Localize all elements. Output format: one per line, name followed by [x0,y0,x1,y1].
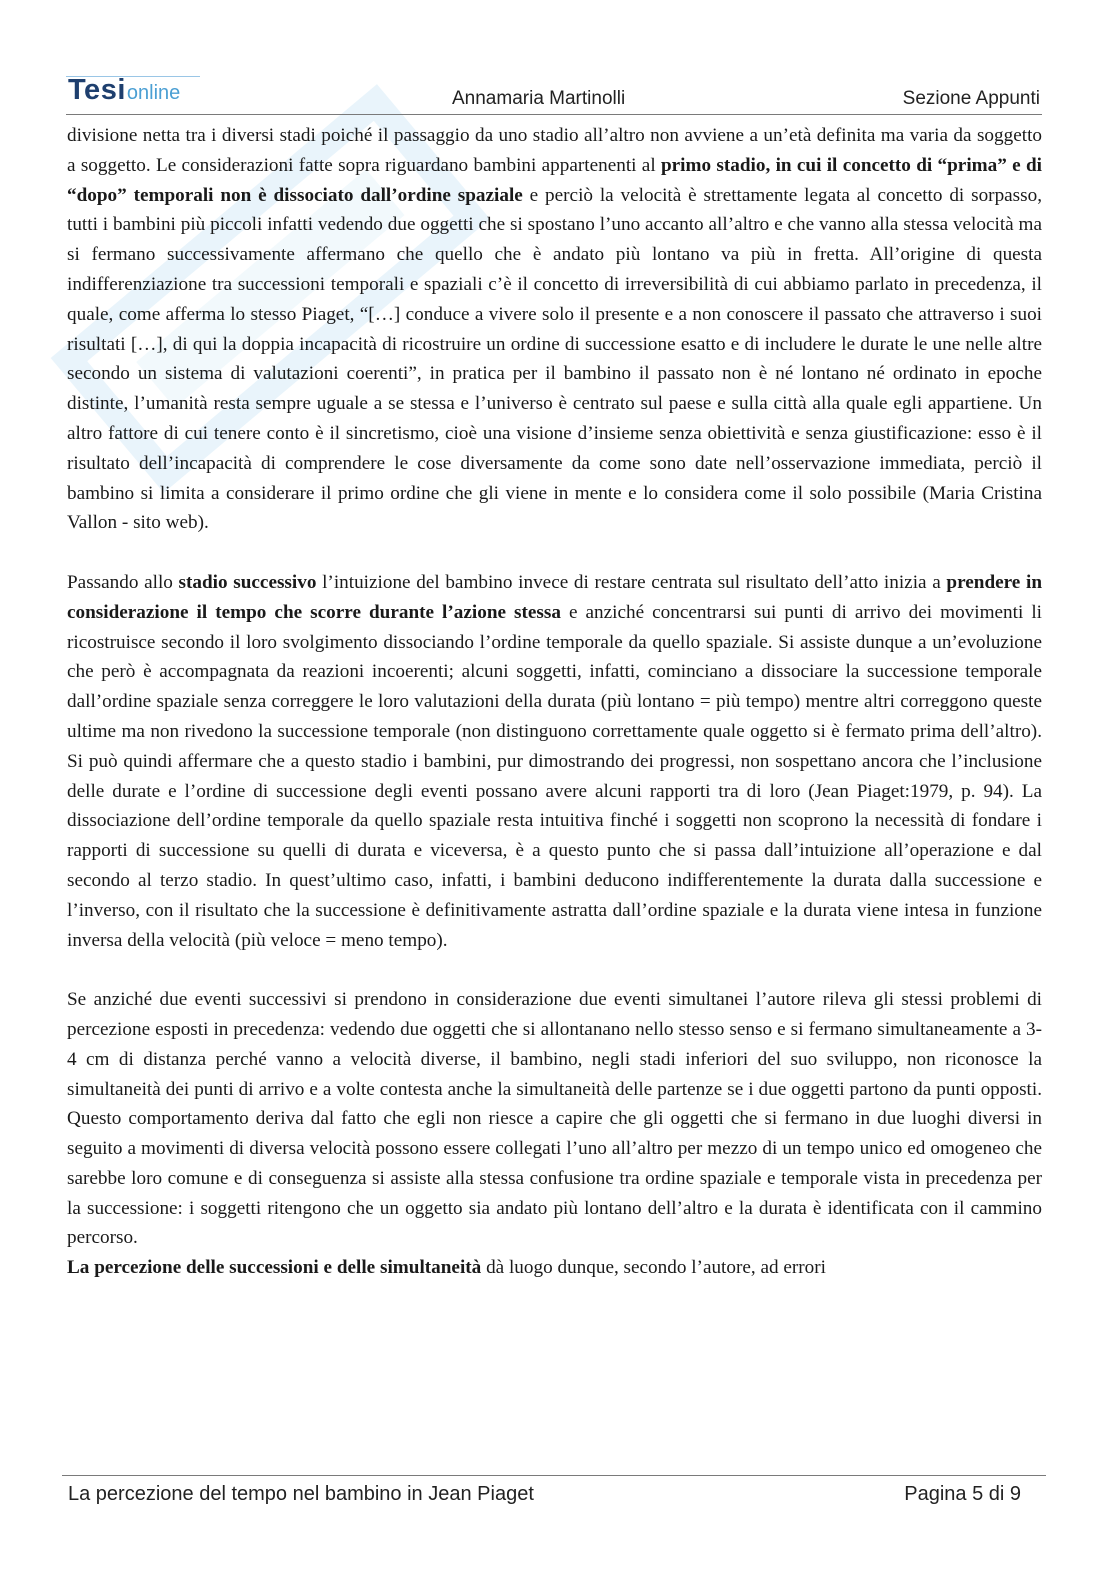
paragraph [67,1253,1042,1283]
text-run: divisione netta tra i diversi stadi poiché il passaggio da uno stadio all’altro non avviene a un’età definita ma varia da soggetto a soggetto. Le considerazioni fatte sopra riguardano bambini appartenenti al [67,125,1042,176]
page-number: Pagina 5 di 9 [904,1483,1021,1505]
bold-run: stadio successivo [178,571,317,593]
bold-run: prendere in considerazione il tempo che scorre durante l’azione stessa [67,571,1043,623]
page-header [66,70,1042,115]
bold-run: La percezione delle successioni e delle simultaneità [67,1257,482,1279]
footer-title: La percezione del tempo nel bambino in Jean Piaget [68,1483,534,1505]
text-run: l’intuizione del bambino invece di restare centrata sul risultato dell’atto inizia a [316,571,947,593]
footer-rule [62,1475,1046,1476]
paragraph [67,121,1042,538]
header-author: Annamaria Martinolli [452,88,626,109]
text-run: Passando allo [67,571,179,593]
text-run: Se anziché due eventi successivi si prendono in considerazione due eventi simultanei l’autore rileva gli stessi problemi di percezione esposti in precedenza: vedendo due oggetti che si allontanano nello stesso senso e si fermano simultaneamente a 3-4 cm di distanza perché vanno a velocità diverse, il bambino, negli stadi inferiori del suo sviluppo, non riconosce la simultaneità dei punti di arrivo e a volte contesta anche la simultaneità delle partenze se i due oggetti partono da punti opposti. Questo comportamento deriva dal fatto che egli non riesce a capire che gli oggetti che si fermano in due luoghi diversi in seguito a movimenti di diversa velocità possono essere collegati l’uno all’altro per mezzo di un tempo unico ed omogeneo che sarebbe loro comune e di conseguenza si assiste alla stessa confusione tra ordine spaziale e temporale vista in precedenza per la successione: i soggetti ritengono che un oggetto sia andato più lontano dell’altro e la durata è identificata con il cammino percorso. [67,989,1042,1249]
header-section: Sezione Appunti [902,88,1040,109]
tesionline-logo [68,74,180,107]
logo-sub: online [126,82,181,104]
logo-main: Tesi [68,74,126,106]
paragraph [67,985,1042,1253]
bold-run: primo stadio, in cui il concetto di “prima” e di “dopo” temporali non è dissociato dall’ordine spaziale [67,154,1042,206]
paragraph [67,568,1042,955]
text-run: e anziché concentrarsi sui punti di arrivo dei movimenti li ricostruisce secondo il loro svolgimento dissociando l’ordine temporale da quello spaziale. Si assiste dunque a un’evoluzione che però è accompagnata da reazioni incoerenti; alcuni soggetti, infatti, cominciano a dissociare la successione temporale dall’ordine spaziale senza correggere le loro valutazioni della durata (più lontano = più tempo) mentre altri correggono queste ultime ma non rivedono la successione temporale (non distinguono correttamente quale oggetto si è fermato prima dell’altro). Si può quindi affermare che a questo stadio i bambini, pur dimostrando dei progressi, non sospettano ancora che l’inclusione delle durate e l’ordine di successione degli eventi possano avere alcuni rapporti tra di loro (Jean Piaget:1979, p. 94). La dissociazione dell’ordine temporale da quello spaziale resta intuitiva finché i soggetti non scoprono la necessità di fondare i rapporti di successione su quelli di durata e viceversa, è a questo punto che si passa dall’intuizione all’operazione e dal secondo al terzo stadio. In quest’ultimo caso, infatti, i bambini deducono indifferentemente la durata dalla successione e l’inverso, con il risultato che la successione è definitivamente astratta dall’ordine spaziale e la durata viene intesa in funzione inversa della velocità (più veloce = meno tempo). [67,601,1043,951]
document-body [67,121,1042,1283]
text-run: e perciò la velocità è strettamente legata al concetto di sorpasso, tutti i bambini più piccoli infatti vedendo due oggetti che si spostano l’uno accanto all’altro e che vanno alla stessa velocità ma si fermano successivamente affermano che quello che è andato più lontano va più in fretta. All’origine di questa indifferenziazione tra successioni temporali e spaziali c’è il concetto di irreversibilità di cui abbiamo parlato in precedenza, il quale, come afferma lo stesso Piaget, “[…] conduce a vivere solo il presente e a non conoscere il passato che attraverso i suoi risultati […], di qui la doppia incapacità di ricostruire un ordine di successione esatto e di includere le durate le une nelle altre secondo un sistema di valutazioni coerenti”, in pratica per il bambino il passato non è né lontano né ordinato in epoche distinte, l’umanità resta sempre uguale a se stessa e l’universo è centrato sul paese e sulla città alla quale egli appartiene. Un altro fattore di cui tenere conto è il sincretismo, cioè una visione d’insieme senza obiettività e senza giustificazione: esso è il risultato dell’incapacità di comprendere le cose diversamente da come sono date nell’osservazione immediata, perciò il bambino si limita a considerare il primo ordine che gli viene in mente e lo considera come il solo possibile (Maria Cristina Vallon - sito web). [67,184,1042,534]
text-run: dà luogo dunque, secondo l’autore, ad errori [481,1257,826,1279]
